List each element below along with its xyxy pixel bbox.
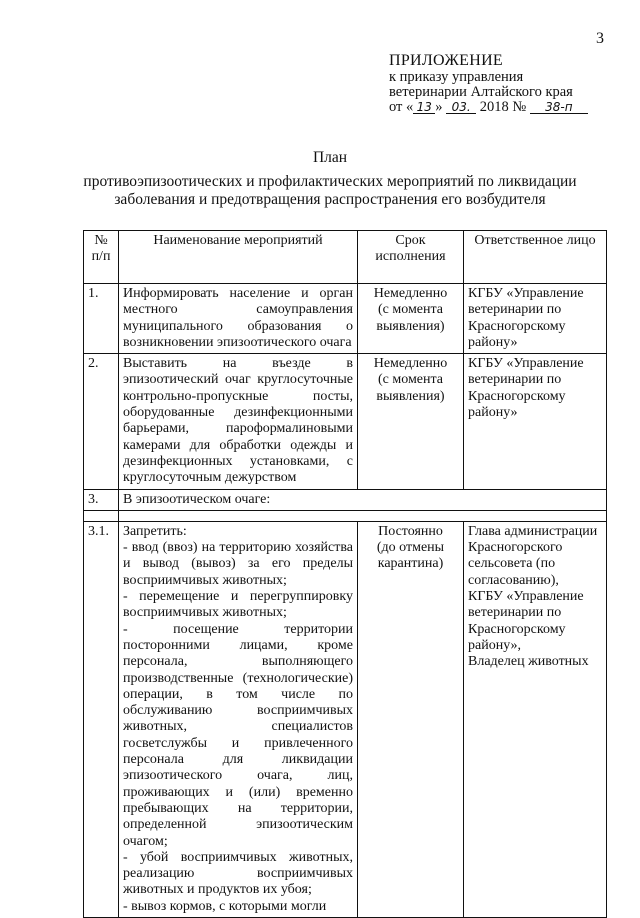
table-row	[84, 354, 607, 489]
plan-subtitle-line-2: заболевания и предотвращения распространения его возбудителя	[114, 191, 546, 208]
row-resp: КГБУ «Управление ветеринарии по Красногорскому району»	[464, 284, 607, 354]
page-number: 3	[596, 30, 604, 47]
date-prefix: от «	[389, 99, 414, 115]
spacer-cell	[119, 510, 607, 521]
plan-title: План	[312, 149, 348, 166]
document-number: 38-п	[530, 101, 588, 114]
row-num: 1.	[84, 284, 119, 354]
date-month: 03.	[446, 101, 476, 114]
row-name: Запретить: - ввод (ввоз) на территорию хозяйства и вывод (вывоз) за его пределы восприимчивых животных; - перемещение и перегруппировку восприимчивых животных; - посещение территории посторонними лицами, кроме персонала, выполняющего производственные (технологические) операции, в том числе по обслуживанию восприимчивых животных, специалистов госветслужбы и привлеченного персонала для ликвидации эпизоотического очага, лиц, проживающих и (или) временно пребывающих на территории, определенной эпизоотическим очагом; - убой восприимчивых животных, реализацию восприимчивых животных и продуктов их убоя; - вывоз кормов, с которыми могли	[119, 521, 358, 917]
measures-table	[83, 230, 607, 918]
appendix-header	[389, 52, 619, 115]
row-num: 3.	[84, 489, 119, 510]
appendix-line-2: ветеринарии Алтайского края	[389, 84, 573, 100]
row-num: 2.	[84, 354, 119, 489]
row-name: Информировать население и орган местного самоуправления муниципального образования о возникновении эпизоотического очага	[119, 284, 358, 354]
table-spacer-row	[84, 510, 607, 521]
table-header-row	[84, 231, 607, 284]
header-num: № п/п	[84, 231, 119, 284]
row-num: 3.1.	[84, 521, 119, 917]
row-term: Немедленно (с момента выявления)	[358, 354, 464, 489]
plan-title-block	[30, 149, 630, 209]
date-day: 13	[413, 101, 435, 114]
plan-subtitle-line-1: противоэпизоотических и профилактических мероприятий по ликвидации	[83, 173, 577, 190]
row-resp: Глава администрации Красногорского сельсовета (по согласованию), КГБУ «Управление ветеринарии по Красногорскому району», Владелец животных	[464, 521, 607, 917]
appendix-line-1: к приказу управления	[389, 69, 524, 85]
date-year: 2018 №	[476, 99, 530, 115]
table-row	[84, 284, 607, 354]
header-name: Наименование мероприятий	[119, 231, 358, 284]
row-resp: КГБУ «Управление ветеринарии по Красногорскому району»	[464, 354, 607, 489]
appendix-heading: ПРИЛОЖЕНИЕ	[389, 52, 504, 69]
row-name: Выставить на въезде в эпизоотический очаг круглосуточные контрольно-пропускные посты, оборудованные дезинфекционными барьерами, пароформалиновыми камерами для обработки одежды и дезинфекционных установками, с круглосуточным дежурством	[119, 354, 358, 489]
row-name: В эпизоотическом очаге:	[119, 489, 607, 510]
header-resp: Ответственное лицо	[464, 231, 607, 284]
header-term: Срок исполнения	[358, 231, 464, 284]
table-row	[84, 521, 607, 917]
table-row	[84, 489, 607, 510]
appendix-date-line	[389, 100, 619, 115]
row-term: Немедленно (с момента выявления)	[358, 284, 464, 354]
spacer-cell	[84, 510, 119, 521]
row-term: Постоянно (до отмены карантина)	[358, 521, 464, 917]
date-mid: »	[435, 99, 447, 115]
